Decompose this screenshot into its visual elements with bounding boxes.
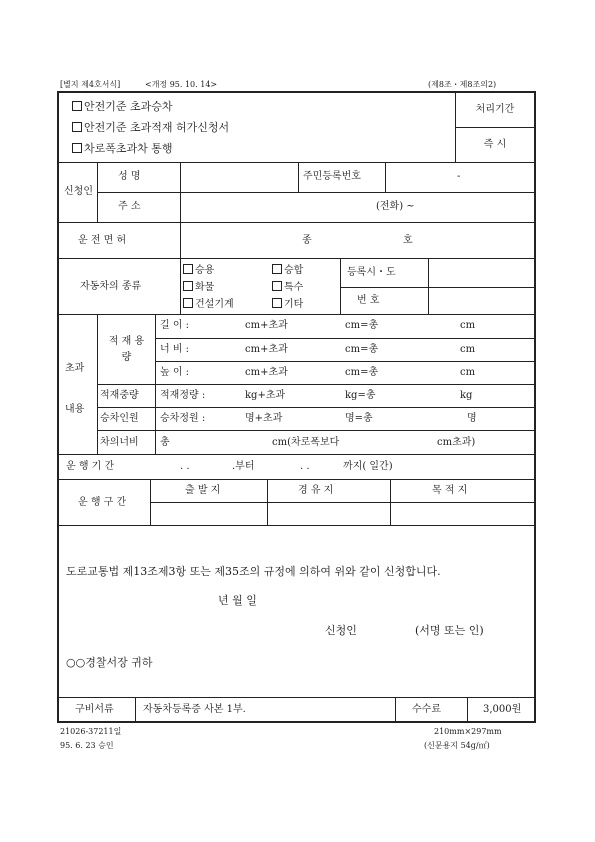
via-label: 경 유 지 <box>298 485 334 496</box>
destination-label: 목 적 지 <box>432 485 468 496</box>
load-weight-label: 적재중량 <box>100 390 139 401</box>
processing-period-value: 즉 시 <box>483 139 507 150</box>
vehicle-type-van[interactable]: 승합 <box>272 264 303 276</box>
vehicle-type-special[interactable]: 특수 <box>272 281 303 293</box>
phone-text: (전화) ~ <box>376 201 415 212</box>
checkbox-icon[interactable] <box>272 281 282 291</box>
checkbox-icon[interactable] <box>72 122 82 132</box>
address-label: 주 소 <box>118 201 141 212</box>
checkbox-icon[interactable] <box>183 298 193 308</box>
length-label: 길 이 : <box>160 320 190 331</box>
vehicle-width-label: 차의너비 <box>100 437 139 448</box>
article-reference: (제8조・제8조의2) <box>428 80 497 89</box>
period-to: 까지( 일간) <box>343 461 393 472</box>
name-field[interactable] <box>181 163 297 191</box>
address-field[interactable] <box>181 193 371 221</box>
paper-type: (신문용지 54g/㎡) <box>424 741 490 750</box>
option-lane-width[interactable]: 차로폭초과차 통행 <box>72 143 173 154</box>
frame-top <box>57 91 536 93</box>
frame-left <box>57 91 59 722</box>
registration-city-label: 등록시・도 <box>347 267 396 278</box>
via-field[interactable] <box>268 503 389 524</box>
width-label: 너 비 : <box>160 344 190 355</box>
checkbox-icon[interactable] <box>72 101 82 111</box>
checkbox-icon[interactable] <box>272 264 282 274</box>
declaration-statement: 도로교통법 제13조제3항 또는 제35조의 규정에 의하여 위와 같이 신청합니다. <box>66 565 441 578</box>
required-docs-label: 구비서류 <box>75 704 114 715</box>
passenger-count-label: 승차인원 <box>100 413 139 424</box>
processing-period-label: 처리기간 <box>475 104 515 115</box>
option-excess-passengers[interactable]: 안전기준 초과승차 <box>72 101 173 112</box>
vehicle-type-construction[interactable]: 건설기계 <box>183 298 234 310</box>
excess-section-label-top: 초과 <box>65 363 85 374</box>
form-code: 21026-37211일 <box>60 727 122 736</box>
registration-number-label: 번 호 <box>357 295 380 306</box>
rrn-dash: - <box>457 171 461 182</box>
destination-field[interactable] <box>391 503 534 524</box>
route-label: 운 행 구 간 <box>78 497 127 508</box>
fee-value: 3,000원 <box>483 704 522 715</box>
revision-date: <개정 95. 10. 14> <box>145 80 218 89</box>
vehicle-type-other[interactable]: 기타 <box>272 298 303 310</box>
departure-field[interactable] <box>151 503 266 524</box>
checkbox-icon[interactable] <box>72 143 82 153</box>
period-label: 운 행 기 간 <box>66 461 115 472</box>
license-number-label: 호 <box>403 235 413 246</box>
vehicle-type-label: 자동차의 종류 <box>80 281 142 292</box>
form-number: [별지 제4호서식] <box>60 80 121 89</box>
license-kind-label: 종 <box>302 235 312 246</box>
rrn-label: 주민등록번호 <box>303 171 361 182</box>
vehicle-type-passenger[interactable]: 승용 <box>183 264 214 276</box>
fee-label: 수수료 <box>412 704 441 715</box>
excess-section-label-bottom: 내용 <box>65 404 85 415</box>
departure-label: 출 발 지 <box>185 485 221 496</box>
option-excess-load[interactable]: 안전기준 초과적재 허가신청서 <box>72 122 229 133</box>
load-capacity-label: 적 재 용 량 <box>108 336 145 363</box>
checkbox-icon[interactable] <box>272 298 282 308</box>
checkbox-icon[interactable] <box>183 281 193 291</box>
signature-or-seal: (서명 또는 인) <box>415 624 484 637</box>
paper-size: 210mm×297mm <box>434 727 502 736</box>
vehicle-type-cargo[interactable]: 화물 <box>183 281 214 293</box>
required-docs-value: 자동차등록증 사본 1부. <box>143 704 246 715</box>
approval-date: 95. 6. 23 승인 <box>60 741 114 750</box>
license-label: 운 전 면 허 <box>78 235 127 246</box>
applicant-section-label: 신청인 <box>64 186 93 197</box>
applicant-signature-label: 신청인 <box>325 624 357 637</box>
name-label: 성 명 <box>118 171 141 182</box>
recipient: ○○경찰서장 귀하 <box>66 656 153 669</box>
checkbox-icon[interactable] <box>183 264 193 274</box>
frame-bottom <box>57 721 536 723</box>
application-form-page: [별지 제4호서식] <개정 95. 10. 14> (제8조・제8조의2) 안전기준 초과승차 안전기준 초과적재 허가신청서 차로폭초과차 통행 처리기간 즉 시 신청인 성 명 주민등록번호 - 주 소 (전화) ~ 운 전 면 허 종 호 자동차의 종류 승용 승합 화물 특수 건설기계 기타 등록시・도 번 호 초과 내용 적 재 용 량 길 이 : cm+초과 cm=총 cm 너 비 : cm+초과 cm=총 cm 높 이 : cm+초과 cm=총 cm 적재중량 적재정량 : kg+초과 kg=총 kg 승차인원 승차정원 : 명+초과 명=총 명 차의너비 총 cm(차로폭보다 cm초과) 운 행 기 간 . . .부터 . . 까지( 일간) 운 행 구 간 출 발 지 경 유 지 목 적 지 도로교통법 제13조제3항 또는 제35조의 규정에 의하여 위와 같이 신청합니다. 년 월 일 신청인 (서명 또는 인) ○○경찰서장 귀하 구비서류 자동차등록증 사본 1부. 수수료 3,000원 21026-37211일 95. 6. 23 승인 210mm×297mm (신문용지 54g/㎡) <box>0 0 595 842</box>
declaration-date: 년 월 일 <box>218 594 257 607</box>
height-label: 높 이 : <box>160 367 190 378</box>
rrn-field[interactable] <box>386 163 534 191</box>
